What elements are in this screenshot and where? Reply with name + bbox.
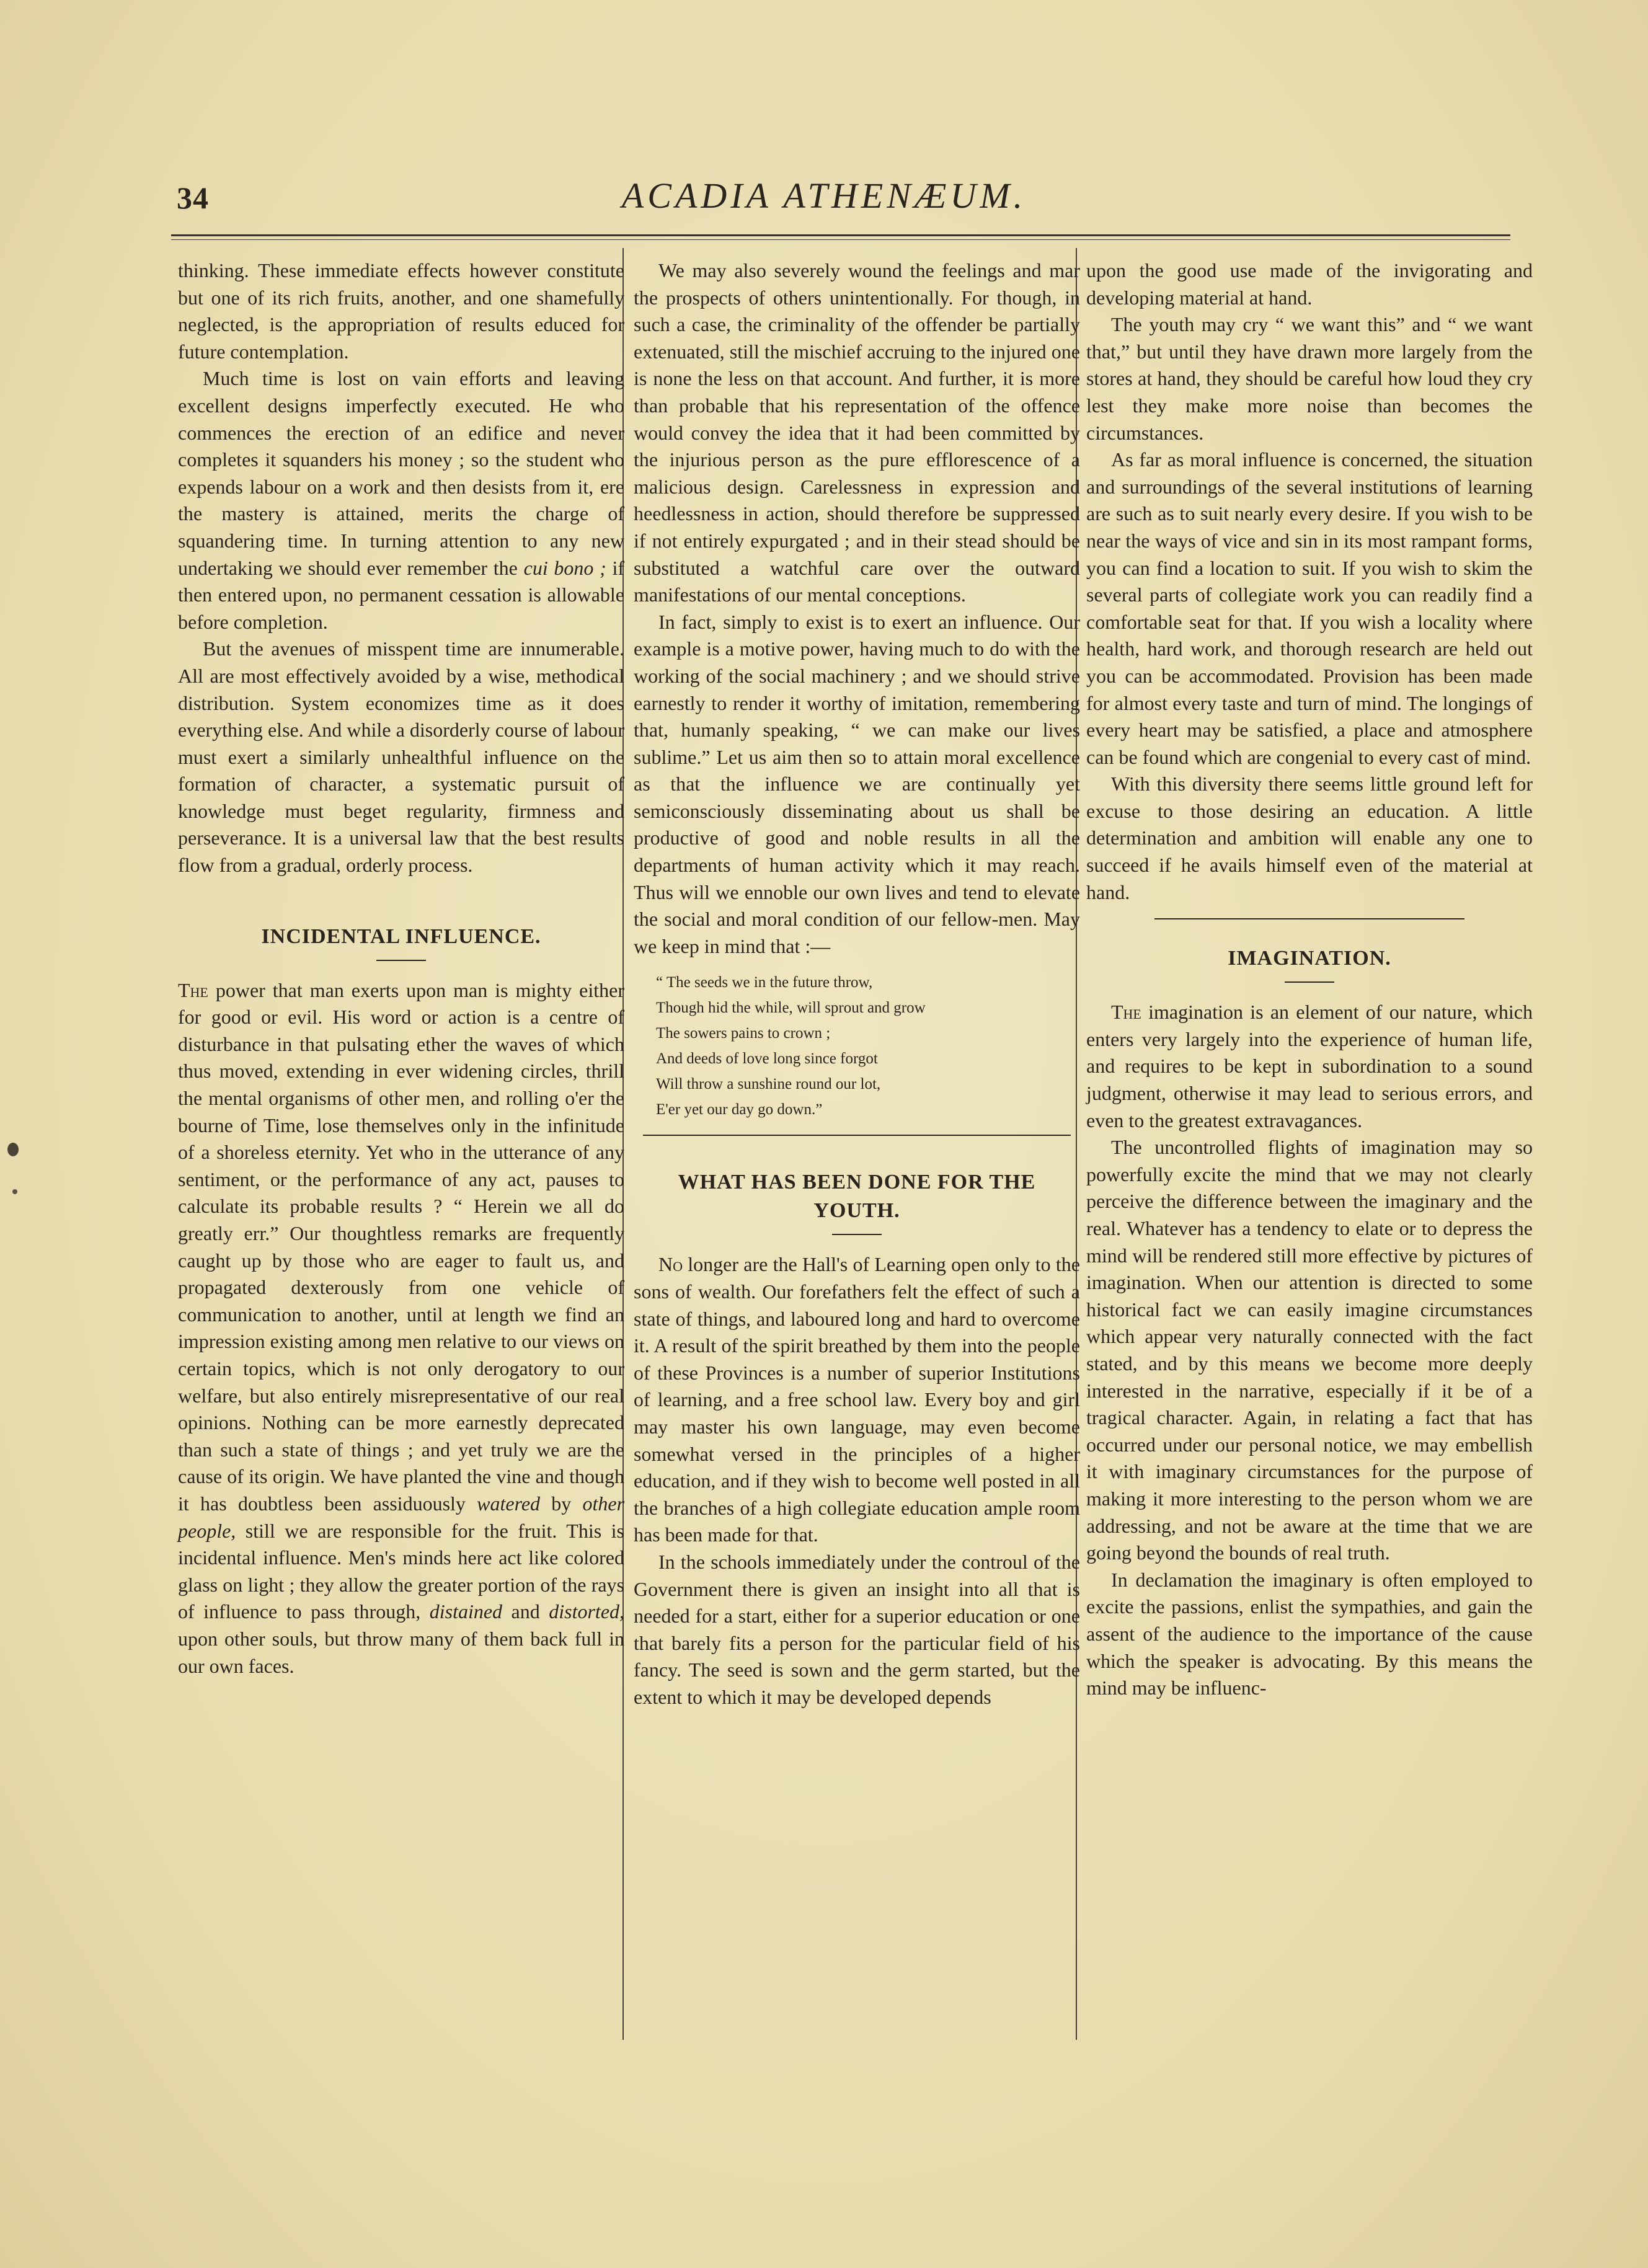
poem-line: E'er yet our day go down.” [656, 1101, 823, 1118]
italic-text: other people, [178, 1492, 625, 1542]
text-run: Much time is lost on vain efforts and leaving excellent designs imperfectly executed. He who commences the erection of an edifice and never completes it squanders his money ; so the student who expends labour on a work and then desists from it, ere the mastery is attained, merits the charge of squandering time. In turning attention to any new undertaking we should ever remember the [178, 367, 624, 579]
paragraph: In fact, simply to exist is to exert an influence. Our example is a motive power, having much to do with the working of the social machinery ; and we should strive earnestly to render it worthy of imitation, remembering that, humanly speaking, “ we can make our lives sublime.” Let us aim then so to attain moral excellence as that the influence we are continually yet semiconsciously disseminating about us shall be productive of good and noble results in all the departments of human activity which it may reach. Thus will we ennoble our own lives and tend to elevate the social and moral condition of our fellow-men. May we keep in mind that :— [634, 610, 1080, 957]
section-rule [643, 1135, 1071, 1136]
heading-rule [1285, 981, 1334, 983]
header-rule [171, 234, 1510, 236]
paragraph: thinking. These immediate effects however constitute but one of its rich fruits, another, and one shamefully neglected, is the appropriation of results educed for future contemplation. [178, 259, 624, 363]
paragraph: The uncontrolled flights of imagination may so powerfully excite the mind that we may not clearly perceive the difference between the imaginary and the real. Whatever has a tendency to elate or to depress the mind will be rendered still more effective by pictures of imagination. When our attention is directed to some historical fact we can easily imagine circumstances which appear very naturally connected with the fact stated, and by this means we become more deeply interested in the narrative, especially if it be of a tragical character. Again, in relating a fact that has occurred under our personal notice, we may embellish it with imaginary circumstances for the purpose of making it more interesting to the person whom we are addressing, and not be aware at the time that we are going beyond the bounds of real truth. [1086, 1136, 1533, 1564]
italic-text: watered [477, 1492, 541, 1515]
text-run: and [502, 1600, 549, 1623]
paragraph [634, 1251, 1080, 1549]
article-heading: WHAT HAS BEEN DONE FOR THE YOUTH. [678, 1171, 1036, 1223]
text-run: if then entered upon, no permanent cessation is allowable before completion. [178, 556, 625, 633]
poem-line: Though hid the while, will sprout and grow [656, 999, 926, 1017]
paragraph: In the schools immediately under the controul of the Government there is given an insight into all that is needed for a start, either for a superior education or one that barely fits a person for the particular field of his fancy. The seed is sown and the germ started, but the extent to which it may be developed depends [634, 1550, 1080, 1708]
poem-line: Will throw a sunshine round our lot, [656, 1076, 881, 1093]
paragraph: upon the good use made of the invigorating and developing material at hand. [1086, 259, 1533, 309]
paragraph: The youth may cry “ we want this” and “ we want that,” but until they have drawn more largely from the stores at hand, they should be careful how loud they cry lest they make more noise than becomes the circumstances. [1086, 313, 1533, 444]
column-2 [634, 257, 1080, 1711]
paragraph: But the avenues of misspent time are innumerable. All are most effectively avoided by a wise, methodical distribution. System economizes time as it does everything else. And while a disorderly course of labour must exert a similarly unhealthful influence on the formation of character, a systematic pursuit of knowledge must beget regularity, firmness and perseverance. It is a universal law that the best results flow from a gradual, orderly process. [178, 637, 624, 877]
italic-text: cui bono ; [523, 556, 606, 579]
paragraph: In declamation the imaginary is often employed to excite the passions, enlist the sympathies, and gain the assent of the audience to the importance of the cause which the speaker is advocating. By this means the mind may be influenc- [1086, 1568, 1533, 1699]
heading-rule [376, 960, 426, 961]
text-run: longer are the Hall's of Learning open only to the sons of wealth. Our forefathers felt the effect of such a state of things, and laboured long and hard to overcome it. A result of the spirit breathed by them into the people of these Provinces is a number of superior Institutions of learning, and a free school law. Every boy and girl may master his own language, may even become somewhat versed in the principles of a higher education, and if they wish to become well posted in all the branches of a high collegiate education ample room has been made for that. [634, 1253, 1080, 1546]
italic-text: distorted, [549, 1600, 625, 1623]
masthead-title: ACADIA ATHENÆUM. [621, 175, 1027, 216]
heading-rule [832, 1234, 882, 1235]
lead-word: No [658, 1253, 683, 1276]
lead-word: The [1111, 1001, 1141, 1024]
article-heading: INCIDENTAL INFLUENCE. [261, 924, 541, 948]
paragraph: We may also severely wound the feelings and mar the prospects of others unintentionally. For though, in such a case, the criminality of the offender be partially extenuated, still the mischief accruing to the injured one is none the less on that account. And further, it is more than probable that his representation of the offence would convey the idea that it had been committed by the injurious person as the pure efflorescence of a malicious design. Carelessness in expression and heedlessness in action, should therefore be suppressed if not entirely expurgated ; and in their stead should be substituted a watchful care over the outward manifestations of our mental conceptions. [634, 259, 1080, 606]
poem [656, 970, 1080, 1122]
column-3 [1086, 257, 1533, 1702]
poem-line: The sowers pains to crown ; [656, 1025, 831, 1042]
text-run: power that man exerts upon man is mighty either for good or evil. His word or action is a centre of disturbance in that pulsating ether the waves of which thus moved, extending in ever widening circles, thrill the mental organisms of other men, and rolling o'er the bourne of Time, lose themselves only in the infinitude of a shoreless eternity. Yet who in the utterance of any sentiment, or the performance of any act, pauses to calculate its probable results ? “ Herein we all do greatly err.” Our thoughtless remarks are frequently caught up by those who are eager to fault us, and propagated dexterously from one vehicle of communication to another, until at length we find an impression existing among men relative to our views on certain topics, which is not only derogatory to our welfare, but also entirely misrepresentative of our real opinions. Nothing can be more earnestly deprecated than such a state of things ; and yet truly we are the cause of its origin. We have planted the vine and though it has doubtless been assiduously [178, 978, 624, 1515]
section-rule [1154, 918, 1464, 919]
article-heading: IMAGINATION. [1228, 947, 1391, 970]
ink-speck [12, 1189, 17, 1194]
column-1 [178, 257, 624, 1680]
header-rule-thin [171, 239, 1510, 240]
text-run: upon other souls, but throw many of them back full in our own faces. [178, 1627, 624, 1677]
poem-line: And deeds of love long since forgot [656, 1050, 878, 1068]
ink-blot [7, 1143, 19, 1156]
poem-line: “ The seeds we in the future throw, [656, 974, 873, 991]
paragraph: With this diversity there seems little ground left for excuse to those desiring an education. A little determination and ambition will enable any one to succeed if he avails himself even of the material at hand. [1086, 773, 1533, 903]
lead-word: The [178, 978, 208, 1001]
paragraph [178, 365, 624, 636]
paragraph [178, 977, 624, 1680]
paragraph [1086, 999, 1533, 1134]
paragraph: As far as moral influence is concerned, the situation and surroundings of the several institutions of learning are such as to suit nearly every desire. If you wish to be near the ways of vice and sin in its most rampant forms, you can find a location to suit. If you wish to skim the several parts of collegiate work you can readily find a comfortable seat for that. If you wish a locality where health, hard work, and thorough research are held out you can be accommodated. Provision has been made for almost every taste and turn of mind. The longings of every heart may be satisfied, a place and atmosphere can be found which are congenial to every cast of mind. [1086, 448, 1533, 768]
italic-text: distained [429, 1600, 503, 1623]
text-run: imagination is an element of our nature, which enters very largely into the experience of human life, and requires to be kept in subordination to a sound judgment, otherwise it may lead to serious errors, and even to the greatest extravagances. [1086, 1001, 1533, 1132]
text-run: still we are responsible for the fruit. This is incidental influence. Men's minds here act like colored glass on light ; they allow the greater portion of the rays of influence to pass through, [178, 1519, 624, 1623]
page-number: 34 [177, 180, 209, 215]
text-run: by [540, 1492, 583, 1515]
